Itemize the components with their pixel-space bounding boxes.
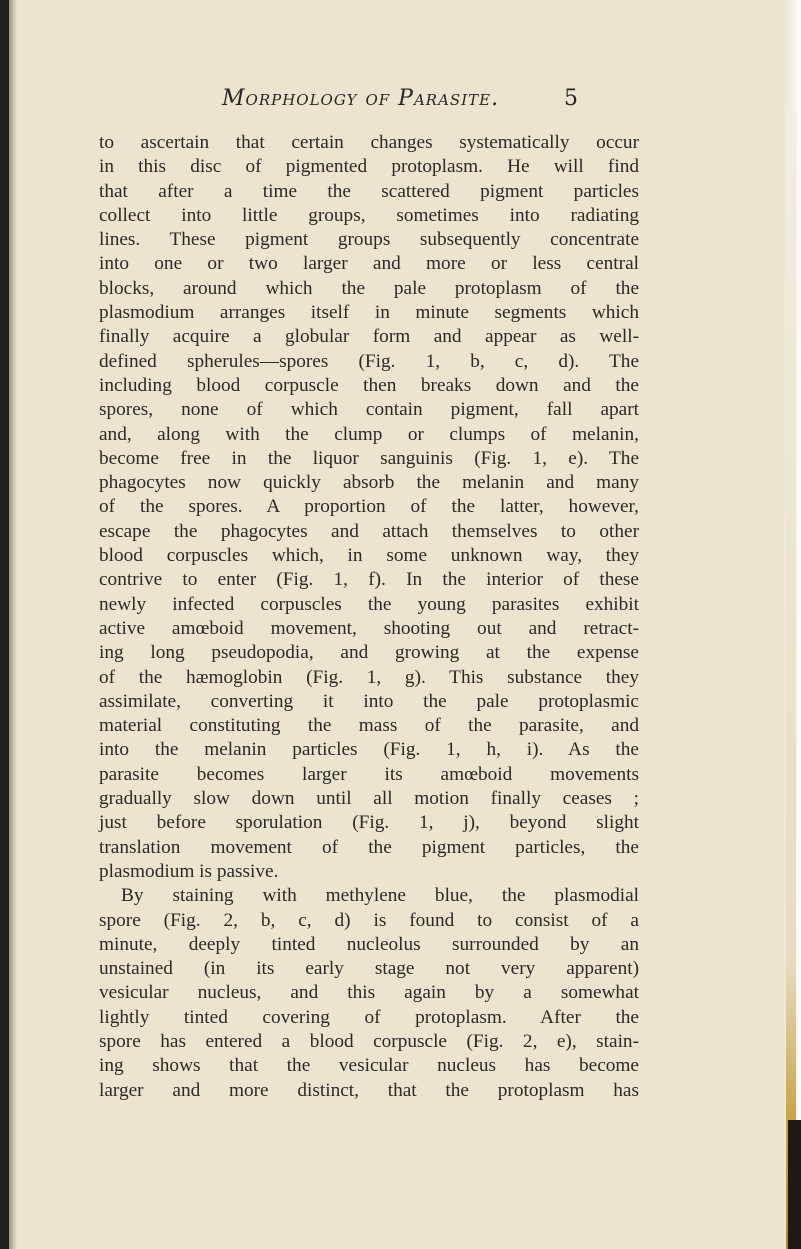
text-line: become free in the liquor sanguinis (Fig. 1, e). The [99,447,639,469]
page-header [0,86,801,122]
text-line: ing long pseudopodia, and growing at the expense [99,642,639,664]
text-line: in this disc of pigmented protoplasm. He will find [99,156,639,178]
text-line: that after a time the scattered pigment particles [99,180,639,202]
text-line: lines. These pigment groups subsequently concentrate [99,229,639,251]
text-line: plasmodium arranges itself in minute segments which [99,302,639,324]
text-line: parasite becomes larger its amœboid movements [99,763,639,785]
running-head: Morphology of Parasite. [222,86,500,111]
text-line: finally acquire a globular form and appear as well- [99,326,639,348]
text-line: material constituting the mass of the parasite, and [99,715,639,737]
text-line: into the melanin particles (Fig. 1, h, i). As the [99,739,639,761]
text-line: defined spherules—spores (Fig. 1, b, c, d). The [99,350,639,372]
body-text [99,131,639,1103]
text-line: to ascertain that certain changes systematically occur [99,132,639,153]
text-line: By staining with methylene blue, the plasmodial [121,885,639,907]
text-line: blood corpuscles which, in some unknown way, they [99,545,639,567]
text-line: ing shows that the vesicular nucleus has become [99,1055,639,1077]
text-line: lightly tinted covering of protoplasm. After the [99,1006,639,1028]
text-line: translation movement of the pigment particles, the [99,836,639,858]
text-line: active amœboid movement, shooting out and retract- [99,617,639,639]
text-line: of the spores. A proportion of the latter, however, [99,496,639,518]
text-line: including blood corpuscle then breaks down and the [99,374,639,396]
text-line: phagocytes now quickly absorb the melanin and many [99,472,639,494]
page-corner-mark [788,1120,801,1249]
binding-shadow [9,0,17,1249]
text-line: larger and more distinct, that the protoplasm has [99,1079,639,1101]
text-line: blocks, around which the pale protoplasm of the [99,277,639,299]
text-line: plasmodium is passive. [99,860,279,882]
text-line: assimilate, converting it into the pale protoplasmic [99,690,639,712]
text-line: into one or two larger and more or less central [99,253,639,275]
text-line: newly infected corpuscles the young parasites exhibit [99,593,639,615]
text-line: unstained (in its early stage not very apparent) [99,958,639,980]
text-line: spore has entered a blood corpuscle (Fig. 2, e), stain- [99,1030,639,1052]
text-line: gradually slow down until all motion finally ceases ; [99,788,639,810]
text-line: of the hæmoglobin (Fig. 1, g). This substance they [99,666,639,688]
text-line: minute, deeply tinted nucleolus surrounded by an [99,933,639,955]
text-line: escape the phagocytes and attach themselves to other [99,520,639,542]
text-line: spore (Fig. 2, b, c, d) is found to consist of a [99,909,639,931]
text-line: collect into little groups, sometimes into radiating [99,204,639,226]
text-line: and, along with the clump or clumps of melanin, [99,423,639,445]
adjacent-page-edge [786,110,796,1249]
text-line: just before sporulation (Fig. 1, j), beyond slight [99,812,639,834]
binding-edge [0,0,9,1249]
text-line: contrive to enter (Fig. 1, f). In the interior of these [99,569,639,591]
text-line: spores, none of which contain pigment, fall apart [99,399,639,421]
text-line: vesicular nucleus, and this again by a somewhat [99,982,639,1004]
page-number: 5 [564,86,578,111]
